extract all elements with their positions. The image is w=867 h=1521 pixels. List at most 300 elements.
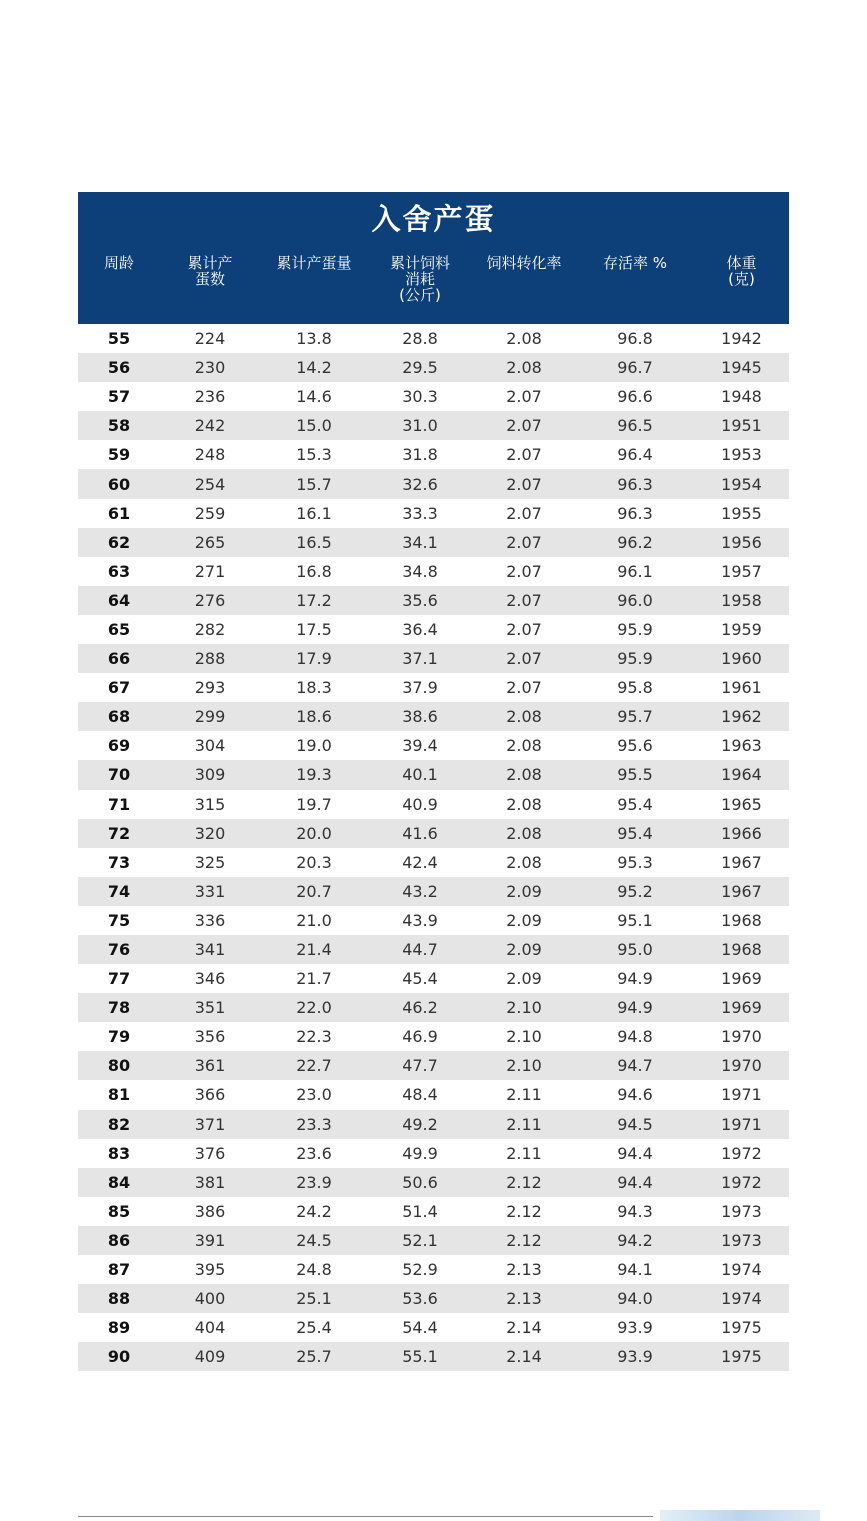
cell-week-age: 69: [107, 736, 131, 756]
cell-cumulative-egg-mass: 15.7: [296, 474, 332, 494]
cell-livability: 96.3: [617, 474, 653, 494]
cell-feed-conversion: 2.07: [506, 532, 542, 552]
cell-cumulative-egg-mass: 23.6: [296, 1143, 332, 1163]
cell-feed-conversion: 2.08: [506, 736, 542, 756]
cell-feed-conversion: 2.10: [506, 998, 542, 1018]
table-row: [78, 644, 789, 673]
cell-cumulative-feed: 29.5: [402, 358, 438, 378]
cell-feed-conversion: 2.12: [506, 1172, 542, 1192]
cell-body-weight: 1942: [721, 329, 762, 349]
cell-feed-conversion: 2.11: [506, 1085, 542, 1105]
table-row: [78, 993, 789, 1022]
cell-body-weight: 1974: [721, 1289, 762, 1309]
cell-cumulative-egg-mass: 14.2: [296, 358, 332, 378]
cell-livability: 95.5: [617, 765, 653, 785]
cell-feed-conversion: 2.07: [506, 474, 542, 494]
cell-livability: 93.9: [617, 1318, 653, 1338]
table-row: [78, 1139, 789, 1168]
cell-week-age: 78: [107, 998, 131, 1018]
column-headers: [78, 255, 789, 303]
cell-cumulative-eggs: 386: [194, 1201, 226, 1221]
table-row: [78, 1342, 789, 1371]
cell-cumulative-feed: 31.0: [402, 416, 438, 436]
cell-cumulative-egg-mass: 13.8: [296, 329, 332, 349]
cell-week-age: 63: [107, 561, 131, 581]
cell-cumulative-feed: 31.8: [402, 445, 438, 465]
cell-week-age: 85: [107, 1201, 131, 1221]
cell-cumulative-egg-mass: 25.1: [296, 1289, 332, 1309]
cell-body-weight: 1974: [721, 1260, 762, 1280]
table-row: [78, 440, 789, 469]
cell-week-age: 84: [107, 1172, 131, 1192]
table-row: [78, 877, 789, 906]
table-row: [78, 906, 789, 935]
table-row: [78, 353, 789, 382]
cell-cumulative-feed: 41.6: [402, 823, 438, 843]
cell-week-age: 77: [107, 969, 131, 989]
cell-cumulative-feed: 54.4: [402, 1318, 438, 1338]
cell-feed-conversion: 2.07: [506, 649, 542, 669]
cell-livability: 96.5: [617, 416, 653, 436]
cell-livability: 96.7: [617, 358, 653, 378]
table-row: [78, 1080, 789, 1109]
cell-livability: 94.6: [617, 1085, 653, 1105]
cell-cumulative-egg-mass: 18.3: [296, 678, 332, 698]
cell-body-weight: 1971: [721, 1085, 762, 1105]
cell-cumulative-egg-mass: 19.0: [296, 736, 332, 756]
table-row: [78, 1168, 789, 1197]
cell-week-age: 64: [107, 590, 131, 610]
table-row: [78, 615, 789, 644]
cell-cumulative-feed: 42.4: [402, 852, 438, 872]
cell-cumulative-feed: 55.1: [402, 1347, 438, 1367]
cell-week-age: 67: [107, 678, 131, 698]
cell-cumulative-eggs: 309: [194, 765, 226, 785]
cell-feed-conversion: 2.07: [506, 561, 542, 581]
cell-body-weight: 1963: [721, 736, 762, 756]
cell-feed-conversion: 2.08: [506, 358, 542, 378]
cell-cumulative-eggs: 356: [194, 1027, 226, 1047]
table-row: [78, 1255, 789, 1284]
cell-cumulative-eggs: 224: [194, 329, 226, 349]
table-row: [78, 469, 789, 498]
column-header-feed-conversion: 饲料转化率: [486, 254, 562, 272]
cell-week-age: 55: [107, 329, 131, 349]
cell-cumulative-egg-mass: 24.8: [296, 1260, 332, 1280]
cell-body-weight: 1965: [721, 794, 762, 814]
cell-cumulative-egg-mass: 19.3: [296, 765, 332, 785]
cell-week-age: 79: [107, 1027, 131, 1047]
table-row: [78, 964, 789, 993]
cell-week-age: 68: [107, 707, 131, 727]
cell-feed-conversion: 2.09: [506, 910, 542, 930]
table-row: [78, 1110, 789, 1139]
cell-livability: 96.0: [617, 590, 653, 610]
table-row: [78, 702, 789, 731]
cell-feed-conversion: 2.08: [506, 765, 542, 785]
cell-cumulative-eggs: 315: [194, 794, 226, 814]
cell-feed-conversion: 2.09: [506, 969, 542, 989]
cell-cumulative-eggs: 293: [194, 678, 226, 698]
cell-feed-conversion: 2.14: [506, 1318, 542, 1338]
cell-cumulative-egg-mass: 22.7: [296, 1056, 332, 1076]
cell-cumulative-egg-mass: 14.6: [296, 387, 332, 407]
table-row: [78, 528, 789, 557]
table-row: [78, 382, 789, 411]
cell-cumulative-eggs: 282: [194, 619, 226, 639]
cell-cumulative-egg-mass: 21.0: [296, 910, 332, 930]
cell-body-weight: 1971: [721, 1114, 762, 1134]
cell-feed-conversion: 2.07: [506, 503, 542, 523]
column-header-cumulative-eggs: 累计产 蛋数: [187, 254, 233, 288]
cell-body-weight: 1958: [721, 590, 762, 610]
cell-body-weight: 1962: [721, 707, 762, 727]
column-header-week-age: 周龄: [103, 254, 134, 272]
cell-cumulative-egg-mass: 24.2: [296, 1201, 332, 1221]
cell-body-weight: 1960: [721, 649, 762, 669]
cell-cumulative-feed: 45.4: [402, 969, 438, 989]
cell-livability: 96.4: [617, 445, 653, 465]
cell-cumulative-egg-mass: 20.3: [296, 852, 332, 872]
cell-feed-conversion: 2.14: [506, 1347, 542, 1367]
cell-body-weight: 1975: [721, 1347, 762, 1367]
cell-cumulative-egg-mass: 25.4: [296, 1318, 332, 1338]
cell-week-age: 76: [107, 940, 131, 960]
cell-cumulative-eggs: 400: [194, 1289, 226, 1309]
cell-livability: 94.8: [617, 1027, 653, 1047]
cell-cumulative-egg-mass: 24.5: [296, 1230, 332, 1250]
cell-week-age: 71: [107, 794, 131, 814]
cell-livability: 95.3: [617, 852, 653, 872]
cell-livability: 94.9: [617, 969, 653, 989]
cell-feed-conversion: 2.07: [506, 445, 542, 465]
cell-cumulative-eggs: 404: [194, 1318, 226, 1338]
cell-livability: 96.1: [617, 561, 653, 581]
cell-cumulative-feed: 53.6: [402, 1289, 438, 1309]
cell-cumulative-egg-mass: 20.0: [296, 823, 332, 843]
cell-cumulative-eggs: 366: [194, 1085, 226, 1105]
table-row: [78, 819, 789, 848]
cell-week-age: 70: [107, 765, 131, 785]
cell-body-weight: 1948: [721, 387, 762, 407]
cell-cumulative-egg-mass: 22.3: [296, 1027, 332, 1047]
cell-cumulative-feed: 39.4: [402, 736, 438, 756]
cell-cumulative-eggs: 336: [194, 910, 226, 930]
cell-cumulative-feed: 38.6: [402, 707, 438, 727]
cell-week-age: 80: [107, 1056, 131, 1076]
cell-livability: 95.9: [617, 649, 653, 669]
cell-cumulative-egg-mass: 17.9: [296, 649, 332, 669]
cell-feed-conversion: 2.12: [506, 1201, 542, 1221]
cell-livability: 94.9: [617, 998, 653, 1018]
cell-body-weight: 1973: [721, 1230, 762, 1250]
cell-week-age: 86: [107, 1230, 131, 1250]
cell-livability: 94.2: [617, 1230, 653, 1250]
cell-feed-conversion: 2.07: [506, 678, 542, 698]
cell-livability: 94.5: [617, 1114, 653, 1134]
cell-feed-conversion: 2.08: [506, 707, 542, 727]
cell-week-age: 56: [107, 358, 131, 378]
column-header-cumulative-feed: 累计饲料 消耗 (公斤): [389, 254, 450, 304]
egg-production-table: [78, 192, 789, 1371]
cell-body-weight: 1964: [721, 765, 762, 785]
cell-livability: 94.1: [617, 1260, 653, 1280]
cell-cumulative-feed: 36.4: [402, 619, 438, 639]
cell-body-weight: 1973: [721, 1201, 762, 1221]
table-row: [78, 1022, 789, 1051]
cell-feed-conversion: 2.08: [506, 852, 542, 872]
cell-cumulative-egg-mass: 15.3: [296, 445, 332, 465]
cell-cumulative-egg-mass: 15.0: [296, 416, 332, 436]
footer-divider: [78, 1516, 653, 1517]
cell-body-weight: 1954: [721, 474, 762, 494]
cell-livability: 95.4: [617, 823, 653, 843]
table-row: [78, 935, 789, 964]
cell-body-weight: 1969: [721, 998, 762, 1018]
cell-livability: 95.7: [617, 707, 653, 727]
column-header-livability: 存活率 %: [602, 254, 668, 272]
cell-cumulative-eggs: 304: [194, 736, 226, 756]
cell-cumulative-eggs: 331: [194, 881, 226, 901]
table-row: [78, 1197, 789, 1226]
cell-feed-conversion: 2.10: [506, 1027, 542, 1047]
cell-cumulative-eggs: 361: [194, 1056, 226, 1076]
table-row: [78, 790, 789, 819]
cell-cumulative-feed: 34.8: [402, 561, 438, 581]
cell-livability: 94.3: [617, 1201, 653, 1221]
cell-week-age: 62: [107, 532, 131, 552]
cell-cumulative-egg-mass: 18.6: [296, 707, 332, 727]
cell-body-weight: 1970: [721, 1027, 762, 1047]
cell-cumulative-eggs: 409: [194, 1347, 226, 1367]
cell-cumulative-egg-mass: 17.5: [296, 619, 332, 639]
cell-cumulative-feed: 50.6: [402, 1172, 438, 1192]
cell-cumulative-eggs: 288: [194, 649, 226, 669]
cell-cumulative-feed: 40.1: [402, 765, 438, 785]
cell-body-weight: 1953: [721, 445, 762, 465]
cell-cumulative-feed: 34.1: [402, 532, 438, 552]
cell-feed-conversion: 2.07: [506, 416, 542, 436]
cell-body-weight: 1972: [721, 1143, 762, 1163]
cell-feed-conversion: 2.13: [506, 1289, 542, 1309]
cell-cumulative-egg-mass: 21.4: [296, 940, 332, 960]
cell-cumulative-eggs: 242: [194, 416, 226, 436]
cell-cumulative-feed: 51.4: [402, 1201, 438, 1221]
cell-feed-conversion: 2.09: [506, 940, 542, 960]
table-row: [78, 557, 789, 586]
cell-body-weight: 1945: [721, 358, 762, 378]
cell-body-weight: 1967: [721, 852, 762, 872]
cell-cumulative-eggs: 230: [194, 358, 226, 378]
table-row: [78, 324, 789, 353]
cell-feed-conversion: 2.07: [506, 387, 542, 407]
cell-week-age: 65: [107, 619, 131, 639]
cell-cumulative-eggs: 271: [194, 561, 226, 581]
watermark: [660, 1510, 820, 1521]
cell-feed-conversion: 2.12: [506, 1230, 542, 1250]
cell-cumulative-egg-mass: 17.2: [296, 590, 332, 610]
cell-cumulative-eggs: 248: [194, 445, 226, 465]
cell-livability: 94.4: [617, 1172, 653, 1192]
cell-cumulative-egg-mass: 21.7: [296, 969, 332, 989]
cell-cumulative-eggs: 371: [194, 1114, 226, 1134]
cell-cumulative-eggs: 376: [194, 1143, 226, 1163]
cell-body-weight: 1966: [721, 823, 762, 843]
cell-cumulative-egg-mass: 23.3: [296, 1114, 332, 1134]
cell-week-age: 60: [107, 474, 131, 494]
cell-cumulative-egg-mass: 20.7: [296, 881, 332, 901]
cell-cumulative-feed: 28.8: [402, 329, 438, 349]
cell-cumulative-feed: 47.7: [402, 1056, 438, 1076]
cell-cumulative-feed: 44.7: [402, 940, 438, 960]
table-row: [78, 673, 789, 702]
cell-body-weight: 1961: [721, 678, 762, 698]
cell-cumulative-feed: 46.2: [402, 998, 438, 1018]
cell-week-age: 81: [107, 1085, 131, 1105]
cell-cumulative-egg-mass: 16.5: [296, 532, 332, 552]
cell-body-weight: 1957: [721, 561, 762, 581]
cell-livability: 96.3: [617, 503, 653, 523]
cell-livability: 96.6: [617, 387, 653, 407]
cell-week-age: 90: [107, 1347, 131, 1367]
cell-livability: 94.7: [617, 1056, 653, 1076]
cell-livability: 95.9: [617, 619, 653, 639]
cell-feed-conversion: 2.08: [506, 329, 542, 349]
cell-feed-conversion: 2.08: [506, 823, 542, 843]
cell-cumulative-eggs: 254: [194, 474, 226, 494]
cell-livability: 93.9: [617, 1347, 653, 1367]
cell-cumulative-egg-mass: 16.1: [296, 503, 332, 523]
cell-week-age: 87: [107, 1260, 131, 1280]
cell-cumulative-feed: 43.9: [402, 910, 438, 930]
table-body: [78, 324, 789, 1371]
cell-body-weight: 1968: [721, 940, 762, 960]
column-header-cumulative-egg-mass: 累计产蛋量: [276, 254, 352, 272]
cell-cumulative-feed: 43.2: [402, 881, 438, 901]
cell-cumulative-eggs: 351: [194, 998, 226, 1018]
cell-cumulative-feed: 49.2: [402, 1114, 438, 1134]
cell-cumulative-feed: 30.3: [402, 387, 438, 407]
cell-feed-conversion: 2.07: [506, 590, 542, 610]
cell-body-weight: 1967: [721, 881, 762, 901]
cell-feed-conversion: 2.10: [506, 1056, 542, 1076]
cell-cumulative-feed: 35.6: [402, 590, 438, 610]
cell-body-weight: 1959: [721, 619, 762, 639]
cell-cumulative-feed: 48.4: [402, 1085, 438, 1105]
cell-livability: 94.4: [617, 1143, 653, 1163]
cell-body-weight: 1956: [721, 532, 762, 552]
cell-week-age: 75: [107, 910, 131, 930]
table-row: [78, 1051, 789, 1080]
cell-feed-conversion: 2.09: [506, 881, 542, 901]
cell-cumulative-eggs: 236: [194, 387, 226, 407]
cell-cumulative-egg-mass: 23.0: [296, 1085, 332, 1105]
table-row: [78, 1226, 789, 1255]
cell-week-age: 83: [107, 1143, 131, 1163]
table-row: [78, 411, 789, 440]
cell-cumulative-feed: 46.9: [402, 1027, 438, 1047]
cell-cumulative-eggs: 381: [194, 1172, 226, 1192]
table-title: 入舍产蛋: [371, 202, 496, 236]
cell-cumulative-feed: 37.9: [402, 678, 438, 698]
cell-week-age: 82: [107, 1114, 131, 1134]
cell-cumulative-feed: 32.6: [402, 474, 438, 494]
cell-body-weight: 1955: [721, 503, 762, 523]
cell-body-weight: 1970: [721, 1056, 762, 1076]
cell-livability: 95.2: [617, 881, 653, 901]
cell-livability: 95.0: [617, 940, 653, 960]
cell-cumulative-feed: 52.1: [402, 1230, 438, 1250]
table-row: [78, 586, 789, 615]
cell-livability: 95.8: [617, 678, 653, 698]
table-header: [78, 192, 789, 324]
cell-body-weight: 1951: [721, 416, 762, 436]
cell-cumulative-eggs: 259: [194, 503, 226, 523]
table-row: [78, 731, 789, 760]
cell-feed-conversion: 2.08: [506, 794, 542, 814]
cell-body-weight: 1972: [721, 1172, 762, 1192]
cell-cumulative-eggs: 341: [194, 940, 226, 960]
cell-feed-conversion: 2.11: [506, 1114, 542, 1134]
cell-week-age: 66: [107, 649, 131, 669]
cell-week-age: 59: [107, 445, 131, 465]
table-row: [78, 1313, 789, 1342]
cell-cumulative-feed: 33.3: [402, 503, 438, 523]
cell-cumulative-eggs: 276: [194, 590, 226, 610]
cell-cumulative-eggs: 325: [194, 852, 226, 872]
cell-body-weight: 1975: [721, 1318, 762, 1338]
cell-feed-conversion: 2.11: [506, 1143, 542, 1163]
cell-body-weight: 1968: [721, 910, 762, 930]
cell-cumulative-egg-mass: 22.0: [296, 998, 332, 1018]
column-header-body-weight: 体重 (克): [726, 254, 757, 288]
table-row: [78, 848, 789, 877]
cell-cumulative-eggs: 391: [194, 1230, 226, 1250]
cell-cumulative-egg-mass: 16.8: [296, 561, 332, 581]
cell-cumulative-egg-mass: 19.7: [296, 794, 332, 814]
cell-week-age: 72: [107, 823, 131, 843]
cell-week-age: 61: [107, 503, 131, 523]
cell-livability: 94.0: [617, 1289, 653, 1309]
cell-week-age: 57: [107, 387, 131, 407]
cell-livability: 95.4: [617, 794, 653, 814]
cell-livability: 96.2: [617, 532, 653, 552]
cell-week-age: 88: [107, 1289, 131, 1309]
cell-cumulative-eggs: 320: [194, 823, 226, 843]
cell-feed-conversion: 2.07: [506, 619, 542, 639]
cell-cumulative-eggs: 265: [194, 532, 226, 552]
cell-week-age: 73: [107, 852, 131, 872]
cell-cumulative-feed: 37.1: [402, 649, 438, 669]
cell-cumulative-feed: 40.9: [402, 794, 438, 814]
cell-cumulative-feed: 52.9: [402, 1260, 438, 1280]
cell-cumulative-feed: 49.9: [402, 1143, 438, 1163]
cell-body-weight: 1969: [721, 969, 762, 989]
cell-cumulative-eggs: 395: [194, 1260, 226, 1280]
table-row: [78, 760, 789, 789]
cell-week-age: 89: [107, 1318, 131, 1338]
cell-livability: 95.6: [617, 736, 653, 756]
cell-cumulative-eggs: 346: [194, 969, 226, 989]
table-row: [78, 499, 789, 528]
cell-cumulative-egg-mass: 23.9: [296, 1172, 332, 1192]
cell-feed-conversion: 2.13: [506, 1260, 542, 1280]
cell-week-age: 74: [107, 881, 131, 901]
cell-livability: 96.8: [617, 329, 653, 349]
cell-livability: 95.1: [617, 910, 653, 930]
cell-cumulative-eggs: 299: [194, 707, 226, 727]
table-row: [78, 1284, 789, 1313]
